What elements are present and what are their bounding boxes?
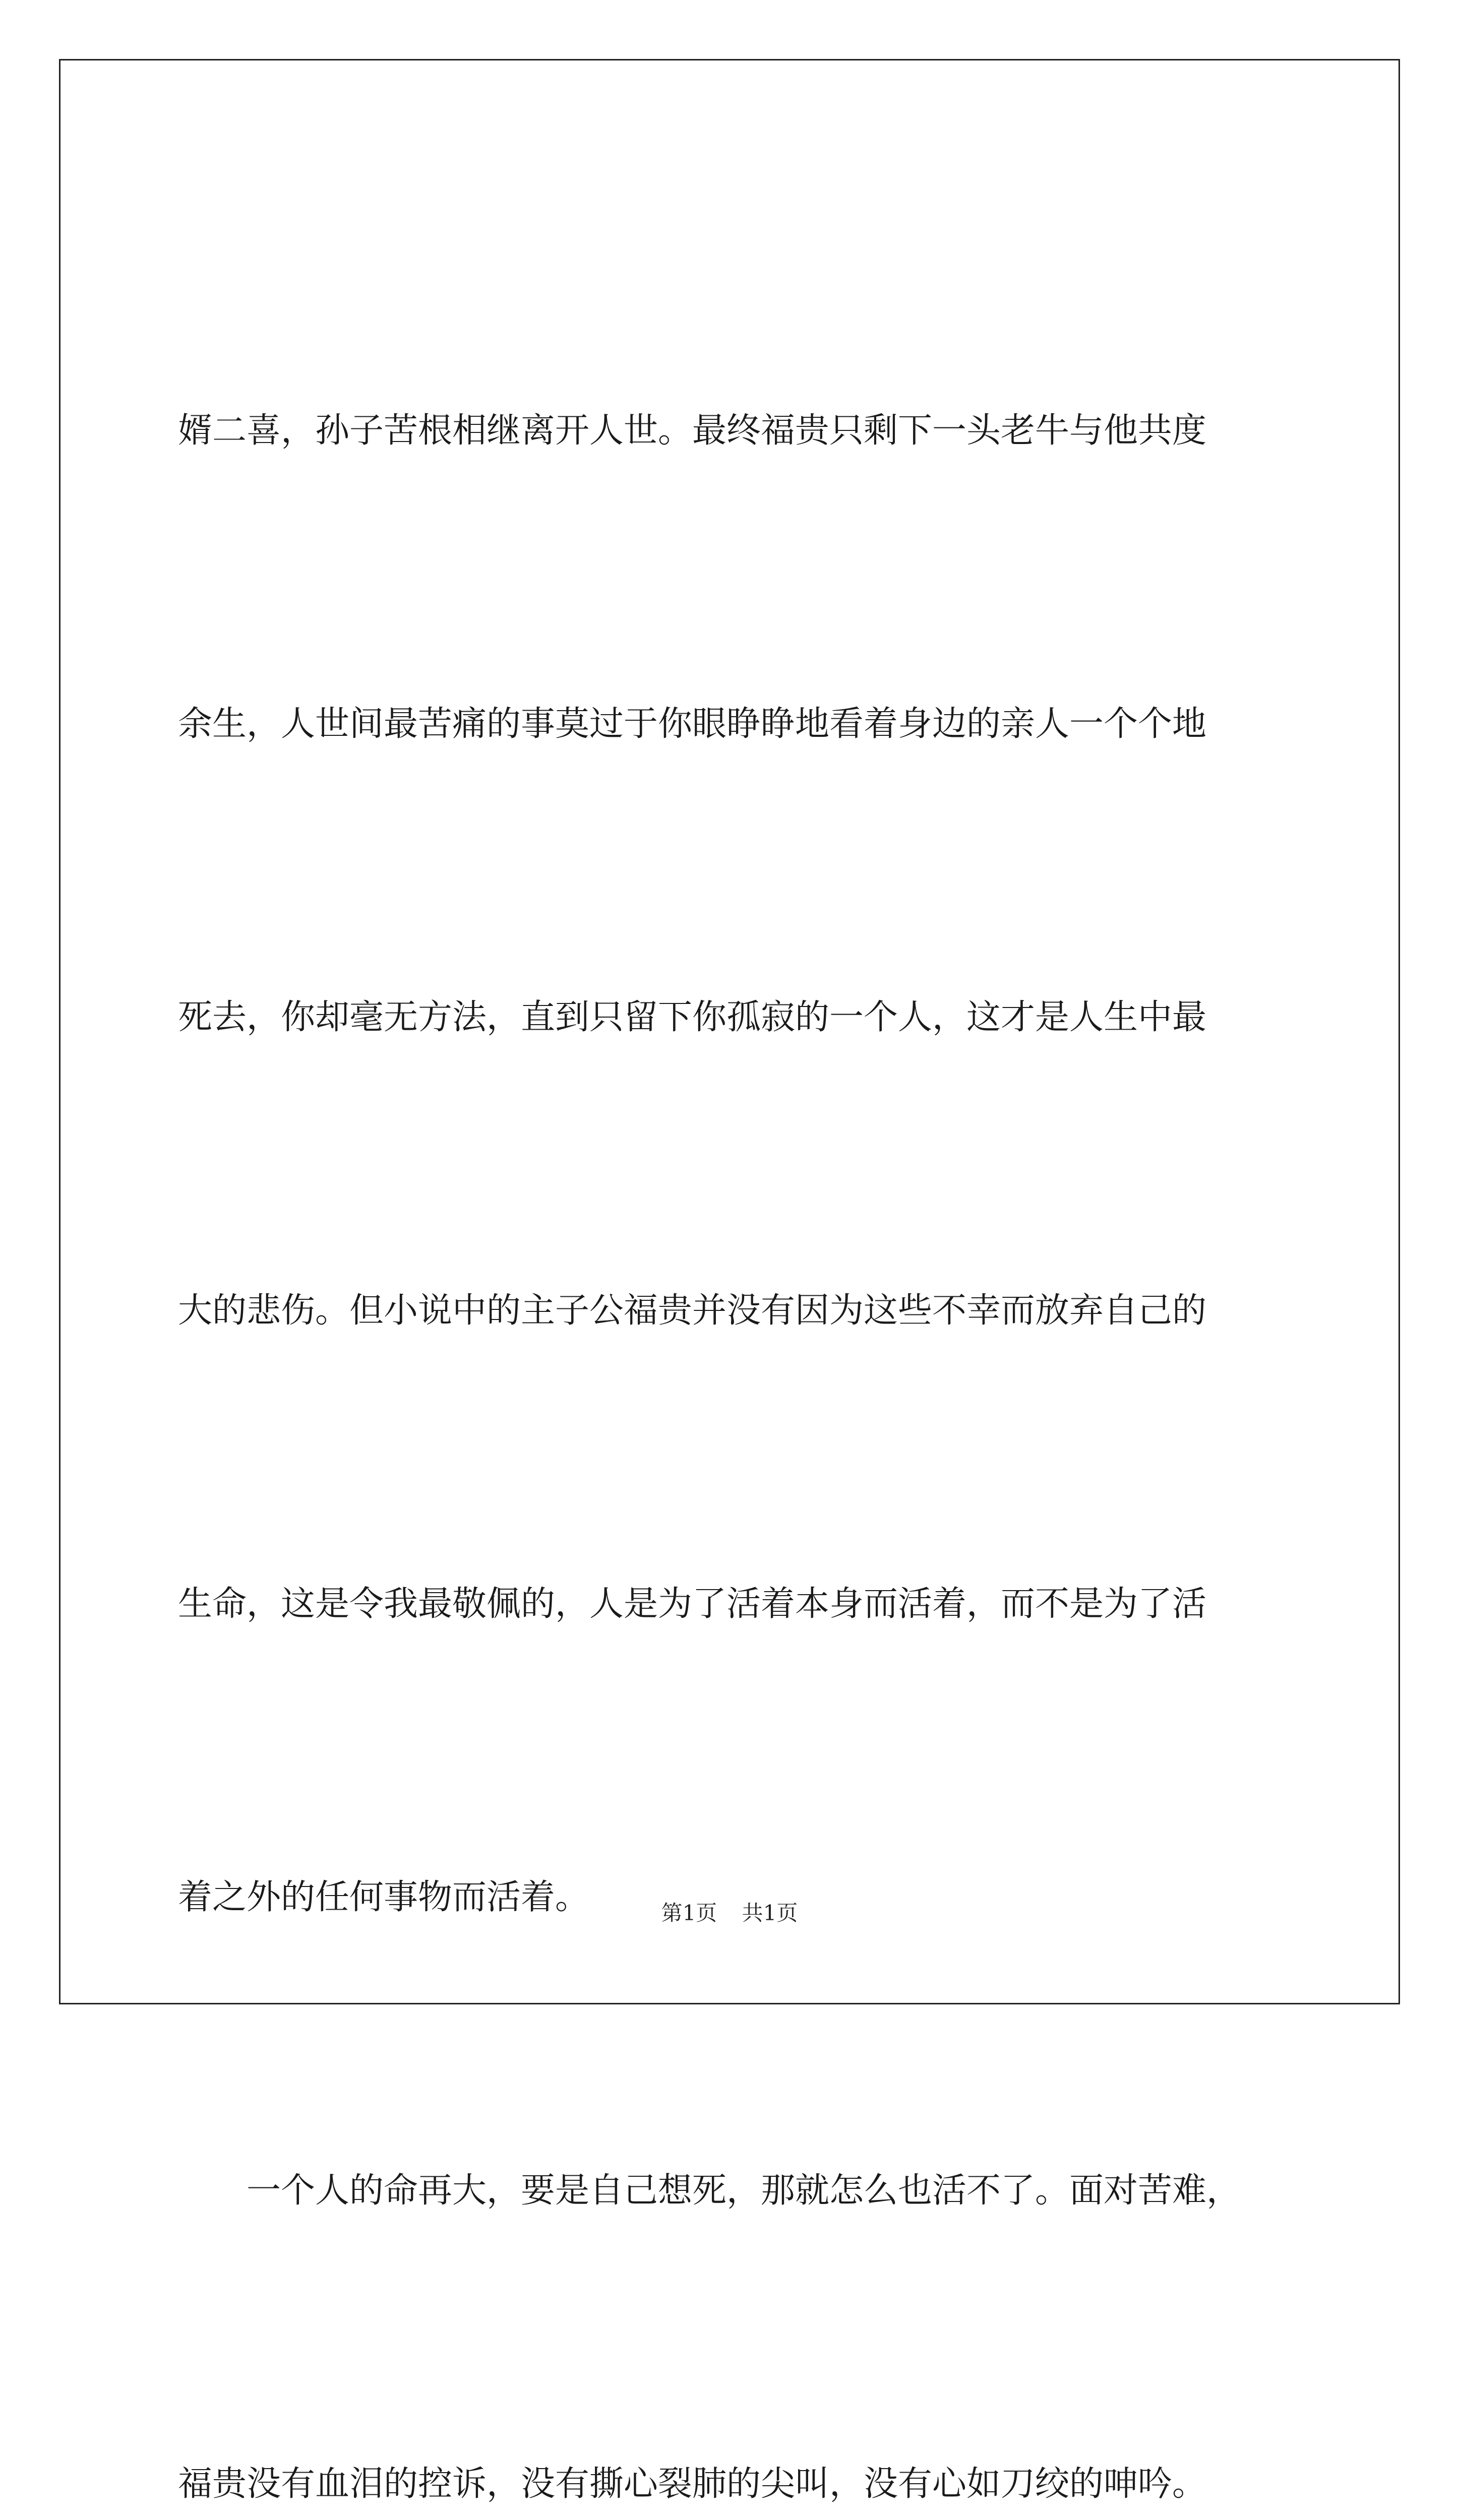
text-line: 着之外的任何事物而活着。 [178,1877,590,1917]
text-line: 生命，这是令我最敬佩的，人是为了活着本身而活着，而不是为了活 [178,1584,1207,1624]
body-text [178,186,1282,2520]
text-line: 死去，你却毫无方法，直到只留下你孤寂的一个人，这才是人生中最 [178,997,1207,1037]
text-line: 大的悲伤。但小说中的主子公福贵并没有因为这些不幸而放弃自己的 [178,1291,1207,1331]
paragraph-block [178,186,1282,2520]
page-footer [0,1898,1459,1928]
page-total: 共1页 [742,1901,798,1925]
page-number: 第1页 [661,1901,717,1925]
text-line: 婿二喜，孙子苦根相继离开人世。最终福贵只剩下一头老牛与他共度 [178,411,1207,451]
text-line: 福贵没有血泪的控诉，没有撕心裂肺的尖叫，没有心如刀绞的呻吟。 [178,2464,1207,2504]
text-line: 余生，人世间最苦痛的事莫过于你眼睁睁地看着身边的亲人一个个地 [178,704,1207,744]
text-line: 一个人的命再大，要是自己想死，那就怎么也活不了。面对苦难， [178,2171,1241,2211]
